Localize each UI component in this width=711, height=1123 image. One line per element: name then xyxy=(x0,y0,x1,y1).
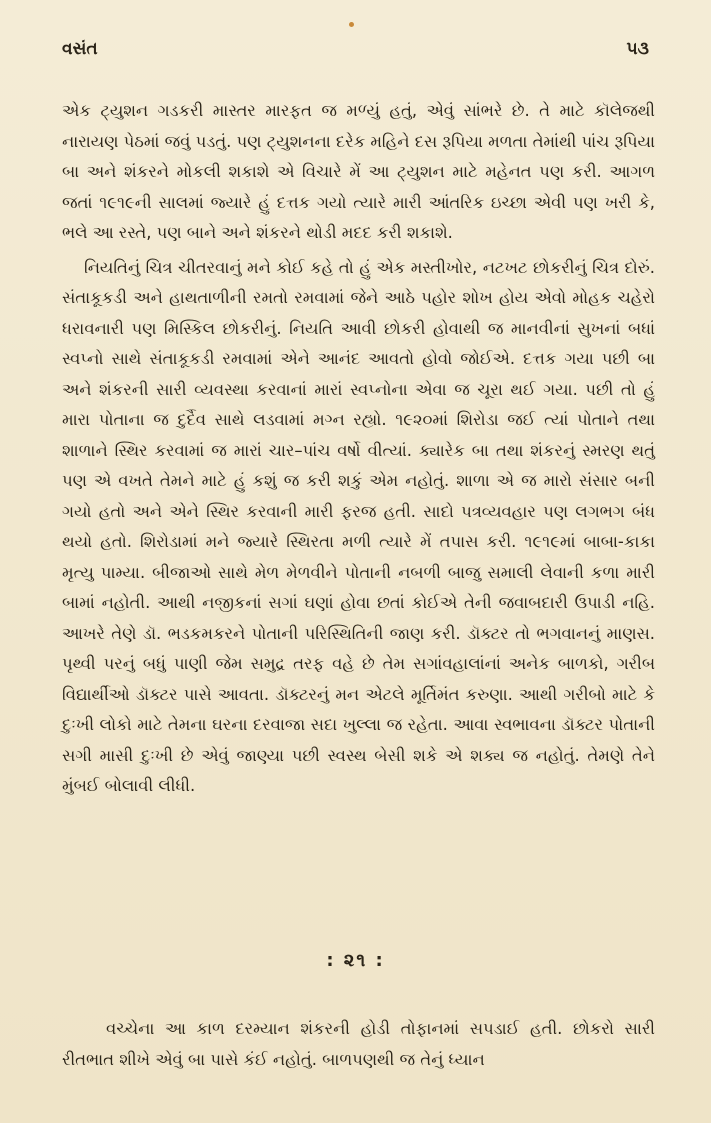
paragraph: વચ્ચેના આ કાળ દરમ્યાન શંકરની હોડી તોફાનમાં સપડાઈ હતી. છોકરો સારી રીતભાત શીખે એવું બા પાસે કંઈ નહોતું. બાળપણથી જ તેનું ધ્યાન xyxy=(62,1019,655,1069)
running-title: વસંત xyxy=(62,39,98,59)
ink-speck xyxy=(349,22,354,27)
paragraph: એક ટ્યુશન ગડકરી માસ્તર મારફત જ મળ્યું હતું, એવું સાંભરે છે. તે માટે કૉલેજથી નારાયણ પેઠમાં જવું પડતું. પણ ટ્યુશનના દરેક મહિને દસ રૂપિયા મળતા તેમાંથી પાંચ રૂપિયા બા અને શંકરને મોકલી શકાશે એ વિચારે મેં આ ટ્યુશન માટે મહેનત પણ કરી. આગળ જતાં ૧૯૧૯ની સાલમાં જ્યારે હું દત્તક ગયો ત્યારે મારી આંતરિક ઇચ્છા એવી પણ ખરી કે, ભલે આ રસ્તે, પણ બાને અને શંકરને થોડી મદદ કરી શકાશે. xyxy=(62,101,655,242)
main-text xyxy=(62,96,655,802)
page-number: ૫૩ xyxy=(626,39,649,59)
page-header xyxy=(62,34,649,64)
chapter-opening-text xyxy=(62,1014,655,1075)
chapter-number: : ૨૧ : xyxy=(326,950,385,971)
paragraph: નિયતિનું ચિત્ર ચીતરવાનું મને કોઈ કહે તો હું એક મસ્તીખોર, નટખટ છોકરીનું ચિત્ર દોરું. સંતાકૂકડી અને હાથતાળીની રમતો રમવામાં જેને આઠે પહોર શોખ હોય એવો મોહક ચહેરો ધરાવનારી પણ મિસ્કિલ છોકરીનું. નિયતિ આવી છોકરી હોવાથી જ માનવીનાં સુખનાં બધાં સ્વપ્નો સાથે સંતાકૂકડી રમવામાં એને આનંદ આવતો હોવો જોઈએ. દત્તક ગયા પછી બા અને શંકરની સારી વ્યવસ્થા કરવાનાં મારાં સ્વપ્નોના એવા જ ચૂરા થઈ ગયા. પછી તો હું મારા પોતાના જ દુર્દૈવ સાથે લડવામાં મગ્ન રહ્યો. ૧૯૨૦માં શિરોડા જઈ ત્યાં પોતાને તથા શાળાને સ્થિર કરવામાં જ મારાં ચાર–પાંચ વર્ષો વીત્યાં. ક્યારેક બા તથા શંકરનું સ્મરણ થતું પણ એ વખતે તેમને માટે હું કશું જ કરી શકું એમ નહોતું. શાળા એ જ મારો સંસાર બની ગયો હતો અને એને સ્થિર કરવાની મારી ફરજ હતી. સાદો પત્રવ્યવહાર પણ લગભગ બંધ થયો હતો. શિરોડામાં મને જ્યારે સ્થિરતા મળી ત્યારે મેં તપાસ કરી. ૧૯૧૯માં બાબા-કાકા મૃત્યુ પામ્યા. બીજાઓ સાથે મેળ મેળવીને પોતાની નબળી બાજુ સમાલી લેવાની કળા મારી બામાં નહોતી. આથી નજીકનાં સગાં ઘણાં હોવા છતાં કોઈએ તેની જવાબદારી ઉપાડી નહિ. આખરે તેણે ડૉ. ભડકમકરને પોતાની પરિસ્થિતિની જાણ કરી. ડૉક્ટર તો ભગવાનનું માણસ. પૃથ્વી પરનું બધું પાણી જેમ સમુદ્ર તરફ વહે છે તેમ સગાંવહાલાંનાં અનેક બાળકો, ગરીબ વિદ્યાર્થીઓ ડૉક્ટર પાસે આવતા. ડૉક્ટરનું મન એટલે મૂર્તિમંત કરુણા. આથી ગરીબો માટે કે દુઃખી લોકો માટે તેમના ઘરના દરવાજા સદા ખુલ્લા જ રહેતા. આવા સ્વભાવના ડૉક્ટર પોતાની સગી માસી દુઃખી છે એવું જાણ્યા પછી સ્વસ્થ બેસી શકે એ શક્ય જ નહોતું. તેમણે તેને મુંબઈ બોલાવી લીધી. xyxy=(62,257,655,795)
